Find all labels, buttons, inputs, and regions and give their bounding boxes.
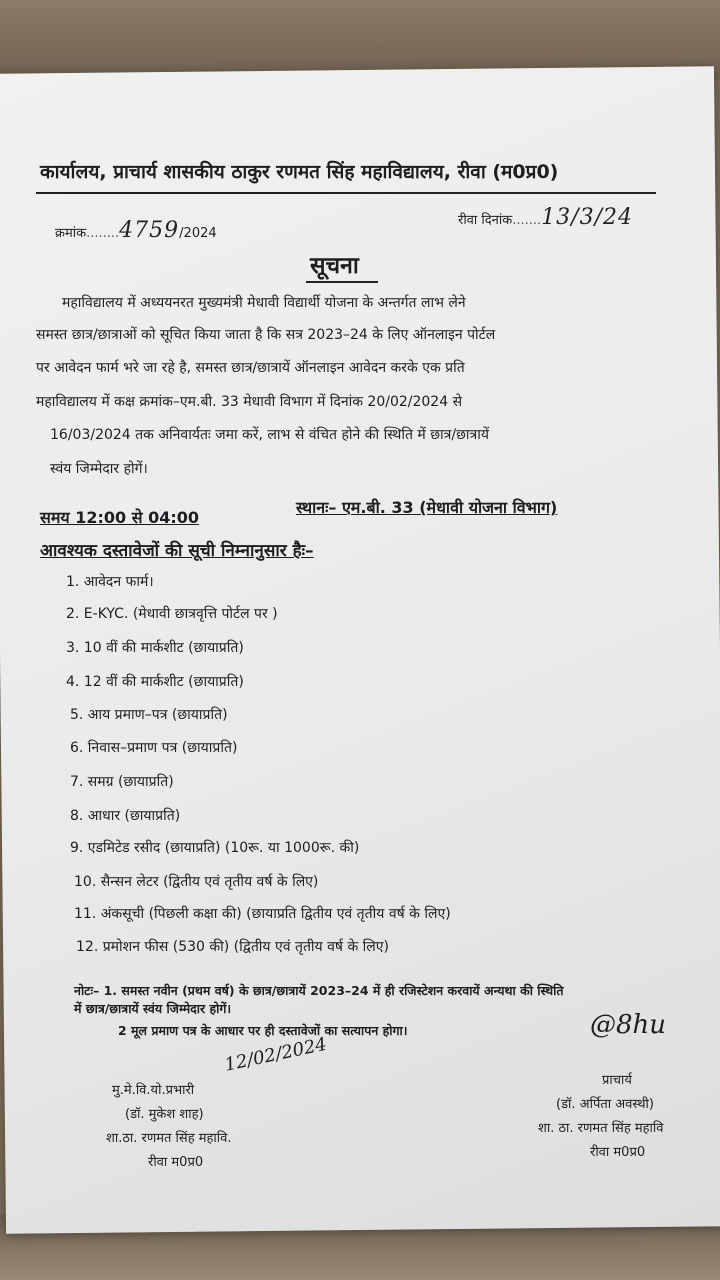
doc-item: 12. प्रमोशन फीस (530 की) (द्वितीय एवं तृतीय वर्ष के लिए) xyxy=(76,939,389,955)
body-line: महाविद्यालय में कक्ष क्रमांक–एम.बी. 33 मेधावी विभाग में दिनांक 20/02/2024 से xyxy=(36,394,463,410)
date-line: रीवा दिनांक.......13/3/24 xyxy=(458,205,633,230)
principal-college: शा. ठा. रणमत सिंह महावि xyxy=(538,1121,664,1136)
title-underline xyxy=(306,281,378,283)
doc-item: 2. E-KYC. (मेधावी छात्रवृत्ति पोर्टल पर ) xyxy=(66,606,278,622)
doc-item: 4. 12 वीं की मार्कशीट (छायाप्रति) xyxy=(66,674,244,690)
note-line: नोटः– 1. समस्त नवीन (प्रथम वर्ष) के छात्र/छात्रायें 2023–24 में ही रजिस्टेशन करवायें अन्यथा की स्थिति xyxy=(74,983,564,998)
incharge-name: (डॉ. मुकेश शाह) xyxy=(125,1107,204,1122)
date-label: रीवा दिनांक xyxy=(458,213,513,228)
doc-item: 7. समग्र (छायाप्रति) xyxy=(70,774,174,790)
body-line: पर आवेदन फार्म भरे जा रहे है, समस्त छात्र/छात्रायें ऑनलाइन आवेदन करके एक प्रति xyxy=(36,360,465,376)
docs-heading: आवश्यक दस्तावेजों की सूची निम्नानुसार हैः– xyxy=(40,541,314,561)
office-header: कार्यालय, प्राचार्य शासकीय ठाकुर रणमत सिंह महाविद्यालय, रीवा (म0प्र0) xyxy=(40,161,559,183)
time-text: समय 12:00 से 04:00 xyxy=(40,508,200,527)
body-line: समस्त छात्र/छात्राओं को सूचित किया जाता है कि सत्र 2023–24 के लिए ऑनलाइन पोर्टल xyxy=(36,327,496,343)
ref-year: /2024 xyxy=(179,226,217,241)
doc-item: 1. आवेदन फार्म। xyxy=(66,574,154,590)
ref-label: क्रमांक xyxy=(55,226,87,241)
handwritten-date: 12/02/2024 xyxy=(222,1033,329,1076)
header-underline xyxy=(36,192,656,194)
date-value: 13/3/24 xyxy=(541,205,633,230)
note-line: 2 मूल प्रमाण पत्र के आधार पर ही दस्तावेजों का सत्यापन होगा। xyxy=(118,1023,408,1038)
incharge-title: मु.मे.वि.यो.प्रभारी xyxy=(112,1083,195,1098)
doc-item: 5. आय प्रमाण–पत्र (छायाप्रति) xyxy=(70,707,228,723)
principal-place: रीवा म0प्र0 xyxy=(590,1145,646,1160)
doc-item: 9. एडमिटेड रसीद (छायाप्रति) (10रू. या 1000रू. की) xyxy=(70,840,360,856)
note-line: में छात्र/छात्रायें स्वंय जिम्मेदार होगें। xyxy=(74,1001,232,1016)
ref-number: 4759 xyxy=(119,218,180,243)
incharge-place: रीवा म0प्र0 xyxy=(148,1155,204,1170)
doc-item: 3. 10 वीं की मार्कशीट (छायाप्रति) xyxy=(66,640,244,656)
body-line: 16/03/2024 तक अनिवार्यतः जमा करें, लाभ से वंचित होने की स्थिति में छात्र/छात्रायें xyxy=(50,427,489,443)
body-line: स्वंय जिम्मेदार होगें। xyxy=(50,461,148,477)
doc-item: 10. सैन्सन लेटर (द्वितीय एवं तृतीय वर्ष के लिए) xyxy=(74,874,319,890)
principal-title: प्राचार्य xyxy=(602,1073,632,1088)
incharge-college: शा.ठा. रणमत सिंह महावि. xyxy=(106,1131,232,1146)
body-line: महाविद्यालय में अध्ययनरत मुख्यमंत्री मेधावी विद्यार्थी योजना के अन्तर्गत लाभ लेने xyxy=(62,295,466,311)
doc-item: 11. अंकसूची (पिछली कक्षा की) (छायाप्रति द्वितीय एवं तृतीय वर्ष के लिए) xyxy=(74,906,451,922)
doc-item: 8. आधार (छायाप्रति) xyxy=(70,808,181,824)
place-text: स्थानः– एम.बी. 33 (मेधावी योजना विभाग) xyxy=(296,498,558,517)
reference-number: क्रमांक........4759/2024 xyxy=(55,218,217,243)
notice-title: सूचना xyxy=(310,253,359,279)
principal-signature: @8hu xyxy=(590,1010,667,1040)
doc-item: 6. निवास–प्रमाण पत्र (छायाप्रति) xyxy=(70,740,238,756)
principal-name: (डॉ. अर्पिता अवस्थी) xyxy=(556,1097,654,1112)
